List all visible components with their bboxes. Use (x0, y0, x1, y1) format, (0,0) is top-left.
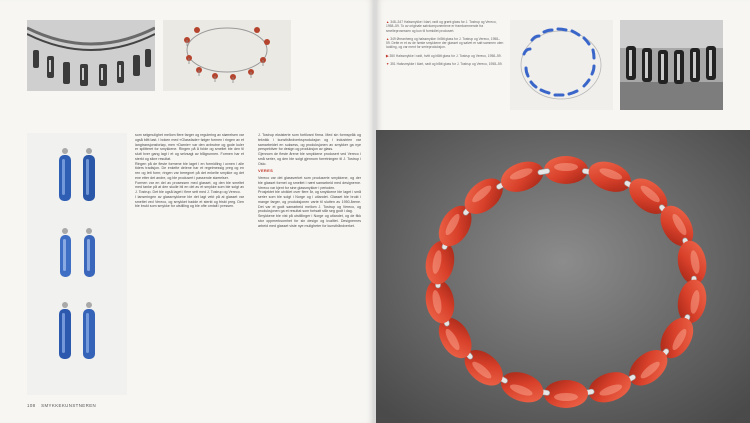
caption-text: 350 Halssmykke i rødt, hvitt og blått glass for J. Tostrup og Vereco, 1958–59. (389, 53, 502, 58)
text-column-2 (258, 133, 361, 395)
caption-pointer-icon: ▲ (386, 20, 390, 24)
section-heading: VERES (258, 168, 274, 174)
bead-highlight (554, 393, 578, 401)
paragraph: som selgmulighet mellom flere farger og regulering av størrelsen var også blitt løst. I boken med «Glassfade» følger formen i ringen av et langtransjonsforløp, men «Darnie» var den avbrutne og gode kuler er splitteret for smykkene. Ringen på å folde og smeltet ble den til slutt hver gang lagt i et og selvsagt av blågrunnen. Formen har et sterkt og sikre resultat. (135, 133, 244, 161)
page-number: 108 (27, 403, 36, 408)
right-page (376, 0, 750, 423)
blue-glass-earrings-image (27, 133, 127, 395)
bw-necklace-image (620, 20, 723, 110)
caption-4 (386, 62, 504, 66)
paragraph: Smykkene ble vist på utstillinger i Norge og utlandet, og de fikk stor oppmerksomhet for sin design og kvalitet. Designernes arbeid med glasset viste nye muligheter for kunsthåndverket. (258, 214, 361, 228)
paragraph: J. Tostrup eksisterte som fortilvant firma. Med sin formspråk og teknikk i kunsthåndverksproduksjon og i industrien var samarbeidet en suksess, og produksjonen av smykker ga nye perspektiver for design og produksjon av glass. (258, 133, 361, 152)
caption-pointer-icon: ▶ (386, 53, 389, 58)
text-column-1 (135, 133, 244, 395)
photo-blue-white-necklace (510, 20, 613, 110)
photo-silver-necklace-closeup (27, 20, 155, 91)
caption-3 (386, 54, 504, 58)
caption-pointer-icon: ▲ (386, 36, 390, 41)
photo-red-drop-necklace (163, 20, 291, 91)
caption-pointer-icon: ▼ (386, 62, 390, 67)
left-page (0, 0, 374, 423)
running-head: SMYKKEKUNSTNEREN (41, 403, 97, 408)
silver-necklace-closeup-image (27, 20, 155, 91)
caption-text: 348–347 Halssmykke i klart, rødt og grønt glass for J. Tostrup og Vereco, 1958–59. To av originale sølvkomponentene er framkommende fra smelteprosessen og kun til formidlet produsert. (386, 20, 497, 33)
red-drop-necklace-image (163, 20, 291, 91)
photo-bw-necklace (620, 20, 723, 110)
caption-1 (386, 20, 504, 33)
red-glass-necklace-image (376, 130, 750, 423)
blue-white-necklace-image (510, 20, 613, 110)
paragraph: Formen var en del av prosessen med glasset, og den ble smeltet med tanke på at den skulle bli en del av et smykke som ble solgt av J. Tostrup. Det ble også laget i flere sett med J. Tostrup og Vereco. (135, 180, 244, 194)
folio (27, 403, 96, 408)
caption-2 (386, 37, 504, 50)
photo-red-glass-necklace (376, 130, 750, 423)
caption-text: 349 Øreanheng og halssmykke i blått glass for J. Tostrup og Vereco, 1958–59. Dette er et av de første smykkene der glasset og sølvet er satt sammen uten lodding, og var ment for serieproduksjon. (386, 36, 504, 50)
photo-blue-glass-earrings (27, 133, 127, 395)
bead-highlight (554, 163, 578, 171)
captions-block (386, 20, 504, 120)
paragraph: Vereco var det glassverket som produserte smykkene, og der ble glasset formet og smeltet i nært samarbeid med designerne. Vereco var kjent for sine glassmykker i perioden. (258, 176, 361, 190)
paragraph: I lanseringen av glassmykkene ble det lagt vekt på at glasset var smeltet ved Vereco, og smykket hadde et sterkt og friskt preg. Den ble brukt som smykke for utstilling og ble ofte omtalt i pressen. (135, 194, 244, 209)
paragraph: Prosjektet ble utviklet over flere år, og smykkene ble laget i små serier som ble solgt i Norge og i utlandet. Glasset ble brukt i mange farger, og produksjonen varte til slutten av 1950-årene. Det var et godt samarbeid mellom J. Tostrup og Vereco, og produksjonen ga et resultat som fortsatt står seg godt i dag. (258, 190, 361, 214)
paragraph: Ringen på de fleste formene ble laget i en formidling i ovnen i alle tiders tradisjon. De enkelte delene har et regelmessig preg og en ren og lett form; ringen var beregnet på det enkelte smykke og det ene etter det andre, og ble produsert i passende størrelser. (135, 161, 244, 180)
caption-text: 351 Halssmykke i klart, rødt og blått glass for J. Tostrup og Vereco, 1958–59. (390, 62, 503, 67)
paragraph: Gjennom de fleste årene ble smykkene produsert ved Vereco i små serier, og den ble solgt gjennom forretningen til J. Tostrup i Oslo. (258, 152, 361, 166)
